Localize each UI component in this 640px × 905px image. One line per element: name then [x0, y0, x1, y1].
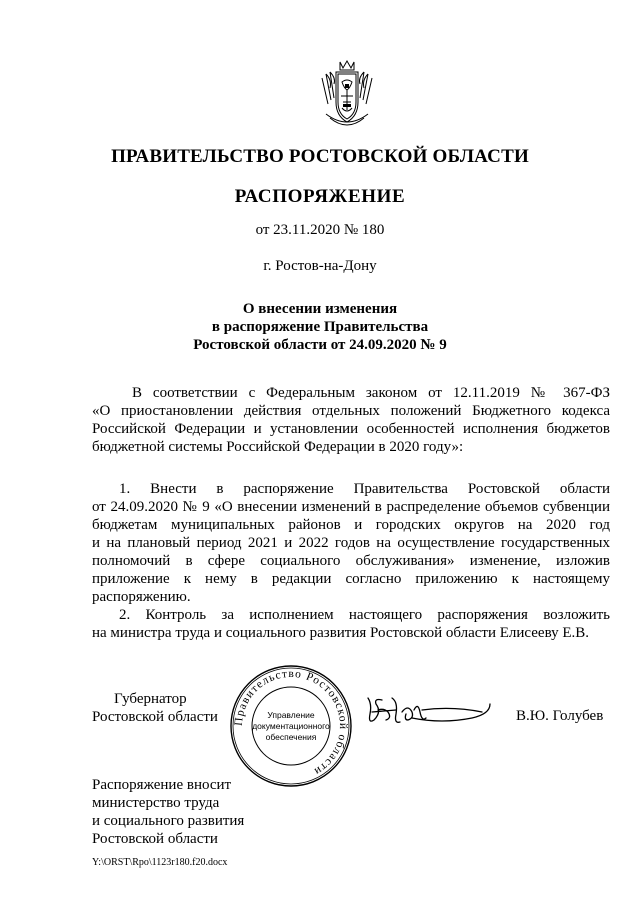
body-line: бюджетам муниципальных районов и городских округов на 2020 год	[92, 517, 610, 533]
body-line: полномочий в сфере социального обслуживания» изменение, изложив	[92, 553, 610, 569]
body-line: распоряжению.	[92, 589, 191, 605]
government-title: ПРАВИТЕЛЬСТВО РОСТОВСКОЙ ОБЛАСТИ	[111, 146, 529, 167]
body-line: приложение к нему в редакции согласно приложению к настоящему	[92, 571, 610, 587]
body-line: 2. Контроль за исполнением настоящего распоряжения возложить	[119, 607, 610, 623]
subject-line: О внесении изменения	[242, 301, 398, 317]
body-line: бюджетной системы Российской Федерации в 2020 году»:	[92, 439, 464, 455]
handwritten-signature-icon	[362, 690, 497, 732]
stamp-center-line: обеспечения	[265, 732, 317, 742]
document-subject	[0, 300, 640, 354]
submitted-line: министерство труда	[92, 795, 220, 811]
stamp-ring-text: Правительство Ростовской области	[232, 667, 350, 778]
submitted-line: и социального развития	[92, 813, 245, 829]
body-line: Российской Федерации и установлении особенностей исполнения бюджетов	[92, 421, 610, 437]
subject-line: в распоряжение Правительства	[211, 319, 429, 335]
submitted-by	[92, 776, 244, 848]
subject-line: Ростовской области от 24.09.2020 № 9	[193, 337, 447, 353]
rostov-oblast-coat-of-arms-icon	[316, 58, 378, 132]
body-line: 1. Внести в распоряжение Правительства Ростовской области	[119, 481, 610, 497]
signer-title-line: Губернатор	[114, 691, 187, 707]
body-line: «О приостановлении действия отдельных положений Бюджетного кодекса	[92, 403, 610, 419]
body-line: В соответствии с Федеральным законом от 12.11.2019 № 367-ФЗ	[132, 385, 610, 401]
document-date-number: от 23.11.2020 № 180	[255, 222, 385, 238]
document-city: г. Ростов-на-Дону	[263, 258, 377, 274]
body-line: и на плановый период 2021 и 2022 годов на осуществление государственных	[92, 535, 610, 551]
signer-name: В.Ю. Голубев	[516, 708, 604, 724]
submitted-line: Ростовской области	[92, 831, 218, 847]
stamp-center-line: документационного	[252, 721, 330, 731]
stamp-center-line: Управление	[267, 710, 315, 720]
preamble-paragraph	[92, 384, 610, 456]
document-type: РАСПОРЯЖЕНИЕ	[234, 186, 406, 207]
body-line: от 24.09.2020 № 9 «О внесении изменений в распределение объемов субвенции	[92, 499, 610, 515]
submitted-line: Распоряжение вносит	[92, 777, 232, 793]
official-stamp	[229, 664, 353, 788]
body-line: на министра труда и социального развития Ростовской области Елисееву Е.В.	[92, 625, 590, 641]
signer-title-line: Ростовской области	[92, 709, 218, 725]
signer-title	[92, 690, 218, 726]
file-path: Y:\ORST\Rpo\1123r180.f20.docx	[92, 857, 228, 868]
resolution-items	[92, 480, 610, 642]
